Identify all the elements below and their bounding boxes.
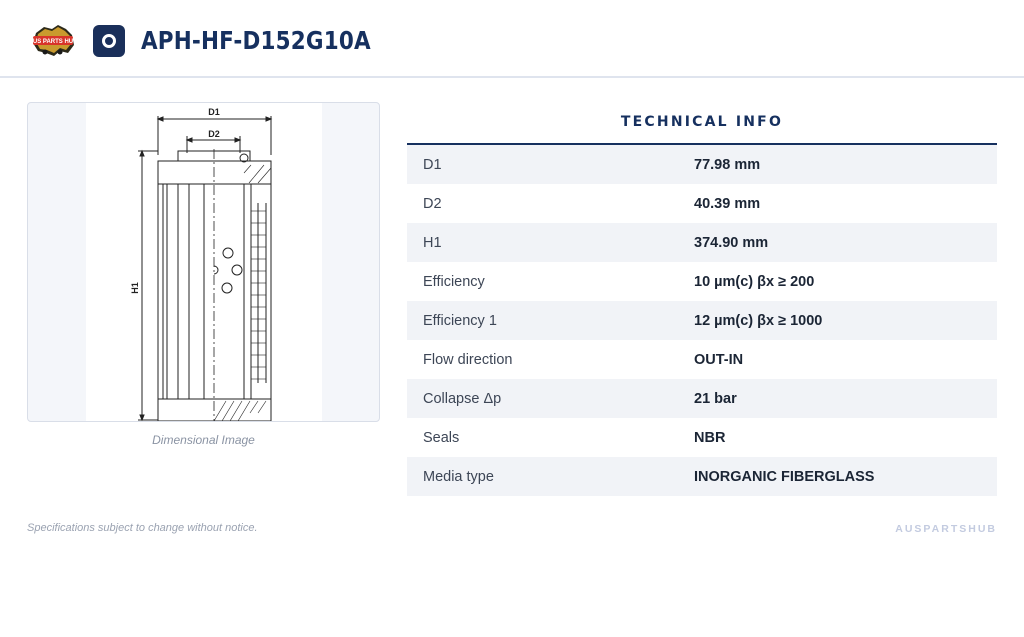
spec-label: H1	[423, 235, 442, 251]
spec-label: Flow direction	[423, 352, 513, 368]
spec-value: INORGANIC FIBERGLASS	[694, 469, 875, 485]
spec-row	[407, 379, 997, 418]
technical-info-title: TECHNICAL INFO	[620, 114, 784, 130]
spec-value: 77.98 mm	[694, 157, 761, 173]
dimension-label-d2: D2	[208, 129, 220, 139]
page-title: APH-HF-D152G10A	[141, 26, 371, 55]
disclaimer-note: Specifications subject to change without notice.	[27, 522, 258, 534]
spec-row	[407, 262, 997, 301]
dimension-label-h1: H1	[130, 282, 140, 294]
spec-label: Media type	[423, 469, 494, 485]
spec-value: 374.90 mm	[694, 235, 769, 251]
filter-type-icon	[93, 25, 125, 57]
spec-row	[407, 301, 997, 340]
dimensional-drawing	[86, 103, 322, 422]
spec-row	[407, 223, 997, 262]
brand-logo	[30, 23, 76, 59]
spec-value: OUT-IN	[694, 352, 744, 368]
dimension-label-d1: D1	[208, 107, 220, 117]
spec-row	[407, 418, 997, 457]
spec-label: D2	[423, 196, 442, 212]
spec-label: Seals	[423, 430, 460, 446]
spec-value: 12 µm(c) βx ≥ 1000	[694, 313, 823, 329]
spec-row	[407, 184, 997, 223]
spec-value: 10 µm(c) βx ≥ 200	[694, 274, 815, 290]
spec-table	[407, 145, 997, 496]
spec-row	[407, 145, 997, 184]
spec-row	[407, 340, 997, 379]
spec-row	[407, 457, 997, 496]
spec-value: 40.39 mm	[694, 196, 761, 212]
logo-text: AUS PARTS HUB	[30, 39, 76, 45]
image-caption: Dimensional Image	[152, 433, 255, 447]
spec-value: 21 bar	[694, 391, 737, 407]
spec-label: Efficiency	[423, 274, 485, 290]
footer-brand: AUSPARTSHUB	[895, 523, 997, 535]
page-header	[0, 0, 1024, 78]
dimensional-image-panel	[27, 102, 380, 422]
spec-label: Collapse Δp	[423, 391, 502, 407]
spec-label: Efficiency 1	[423, 313, 497, 329]
spec-value: NBR	[694, 430, 726, 446]
spec-label: D1	[423, 157, 442, 173]
